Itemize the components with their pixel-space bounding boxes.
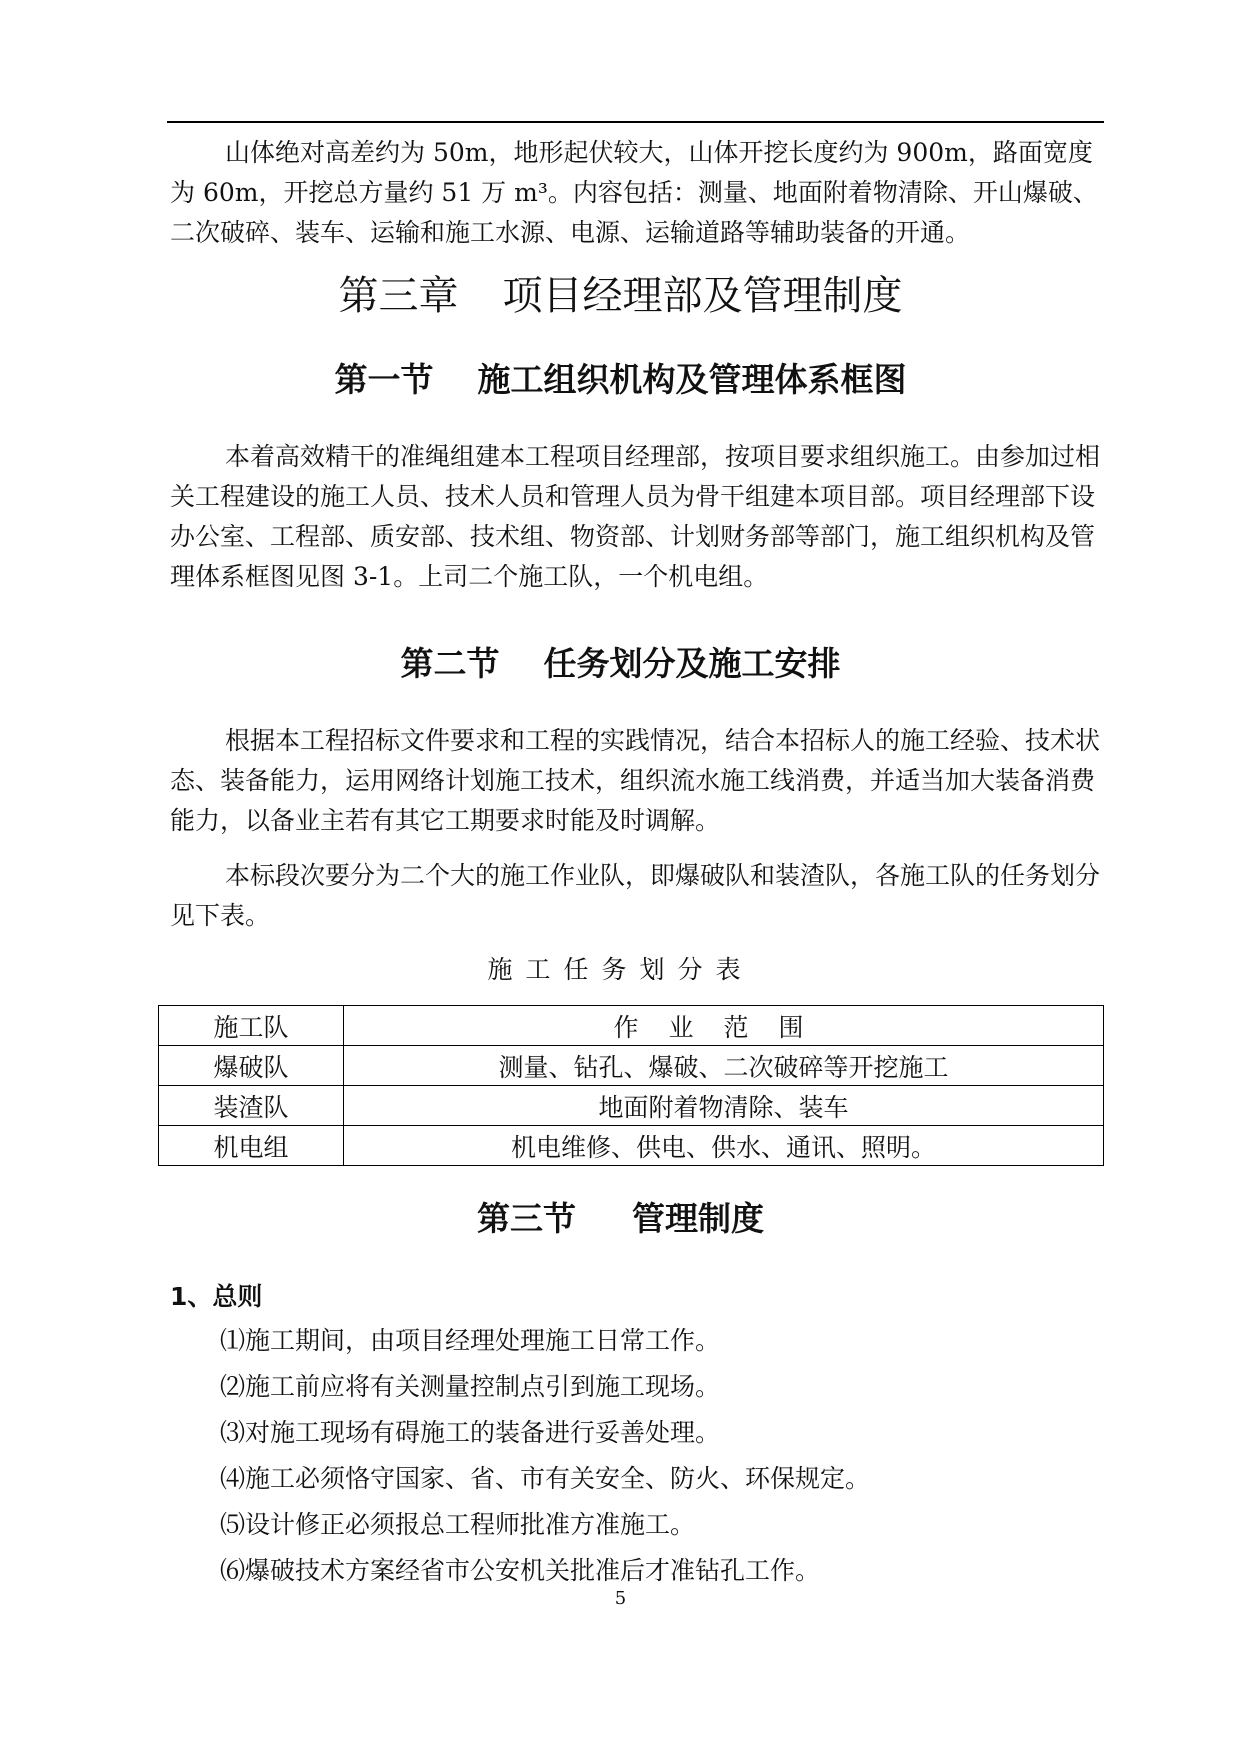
- intro-line-3: 二次破碎、装车、运输和施工水源、电源、运输道路等辅助装备的开通。: [170, 218, 971, 247]
- table-row: [159, 1126, 1104, 1166]
- list-item: ⑴施工期间，由项目经理处理施工日常工作。: [220, 1326, 721, 1355]
- subheading-general: 1、总则: [170, 1282, 263, 1311]
- table-title: 施工任务划分表: [487, 955, 754, 984]
- section1-title: 施工组织机构及管理体系框图: [477, 360, 907, 399]
- header-rule: [167, 121, 1104, 123]
- header-cell-team: 施工队: [159, 1006, 344, 1046]
- section2-body-1: 根据本工程招标文件要求和工程的实践情况，结合本招标人的施工经验、技术状态、装备能力，运用网络计划施工技术，组织流水施工线消费，并适当加大装备消费能力，以备业主若有其它工期要求时能及时调解。: [170, 726, 1101, 835]
- page-number: 5: [614, 1588, 627, 1609]
- table-cell: 机电组: [159, 1126, 344, 1166]
- section3-title: 管理制度: [632, 1199, 764, 1238]
- list-item: ⑷施工必须恪守国家、省、市有关安全、防火、环保规定。: [220, 1464, 871, 1493]
- intro-line-2: 为 60m，开挖总方量约 51 万 m³。内容包括：测量、地面附着物清除、开山爆破、: [170, 178, 1098, 207]
- list-item: ⑵施工前应将有关测量控制点引到施工现场。: [220, 1372, 721, 1401]
- section2-number: 第二节: [400, 644, 500, 683]
- chapter-title: 项目经理部及管理制度: [502, 273, 903, 319]
- intro-paragraph: [170, 133, 1105, 253]
- list-item: ⑸设计修正必须报总工程师批准方准施工。: [220, 1510, 696, 1539]
- header-cell-scope: 作业范围: [344, 1006, 1104, 1046]
- table-row: [159, 1086, 1104, 1126]
- section2-heading: [0, 640, 1241, 688]
- table-row: [159, 1046, 1104, 1086]
- table-cell: 地面附着物清除、装车: [344, 1086, 1104, 1126]
- table-header-row: [159, 1006, 1104, 1046]
- chapter-heading: [0, 268, 1241, 324]
- list-item: ⑹爆破技术方案经省市公安机关批准后才准钻孔工作。: [220, 1556, 821, 1585]
- task-table: [158, 1005, 1104, 1166]
- rules-list: [220, 1318, 870, 1594]
- list-item: ⑶对施工现场有碍施工的装备进行妥善处理。: [220, 1418, 721, 1447]
- section3-number: 第三节: [477, 1199, 576, 1238]
- table-cell: 装渣队: [159, 1086, 344, 1126]
- section2-body-2: 本标段次要分为二个大的施工作业队，即爆破队和装渣队，各施工队的任务划分见下表。: [170, 861, 1101, 930]
- chapter-number: 第三章: [338, 273, 459, 319]
- section1-body: 本着高效精干的准绳组建本工程项目经理部，按项目要求组织施工。由参加过相关工程建设的施工人员、技术人员和管理人员为骨干组建本项目部。项目经理部下设办公室、工程部、质安部、技术组、物资部、计划财务部等部门，施工组织机构及管理体系框图见图 3-1。上司二个施工队，一个机电组。: [170, 442, 1101, 591]
- section3-heading: [0, 1195, 1241, 1243]
- section1-heading: [0, 356, 1241, 404]
- table-cell: 测量、钻孔、爆破、二次破碎等开挖施工: [344, 1046, 1104, 1086]
- table-cell: 机电维修、供电、供水、通讯、照明。: [344, 1126, 1104, 1166]
- section2-title: 任务划分及施工安排: [543, 644, 841, 683]
- section1-number: 第一节: [334, 360, 434, 399]
- table-cell: 爆破队: [159, 1046, 344, 1086]
- intro-line-1: 山体绝对高差约为 50m，地形起伏较大，山体开挖长度约为 900m，路面宽度: [225, 138, 1093, 167]
